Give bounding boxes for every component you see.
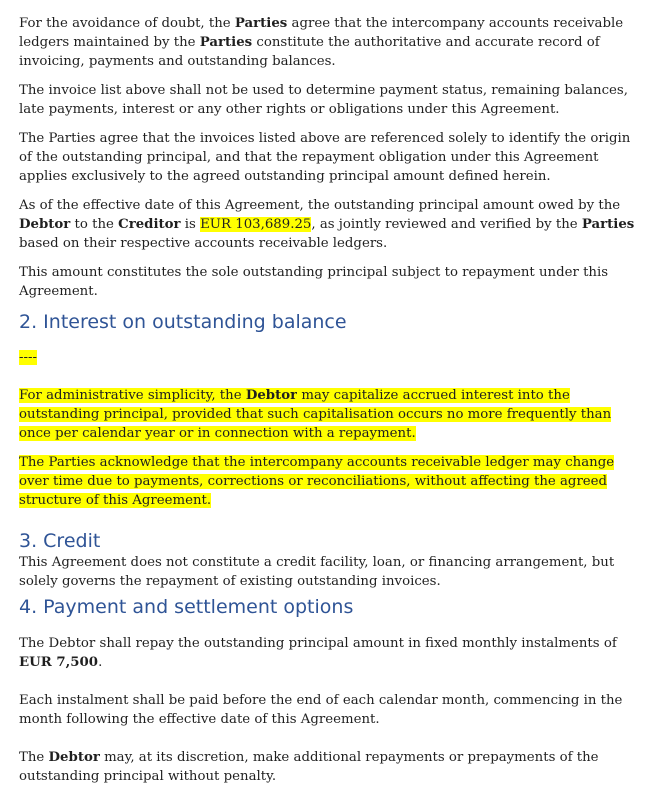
highlighted-text: The Parties acknowledge that the intercompany accounts receivable ledger may change over time due to payments, corrections or reconciliations, without affecting the agreed structure of this Agreement. bbox=[19, 455, 615, 508]
bold-term: Parties bbox=[581, 217, 635, 232]
paragraph-ledger-change bbox=[19, 453, 641, 510]
highlighted-placeholder: ---- bbox=[19, 350, 37, 365]
paragraph-prepayments bbox=[19, 748, 641, 786]
bold-term: Parties bbox=[199, 35, 253, 50]
paragraph-sole-principal: This amount constitutes the sole outstanding principal subject to repayment under this Agreement. bbox=[19, 265, 609, 299]
text-run: For the avoidance of doubt, the bbox=[19, 16, 235, 31]
bold-term: Creditor bbox=[118, 217, 181, 232]
highlighted-text: may capitalize accrued interest into the outstanding principal, provided that such capitalisation occurs no more frequently than once per calendar year or in connection with a repayment. bbox=[19, 388, 612, 441]
paragraph-invoice-list: The invoice list above shall not be used to determine payment status, remaining balances, late payments, interest or any other rights or obligations under this Agreement. bbox=[19, 83, 628, 117]
paragraph-invoice-reference: The Parties agree that the invoices listed above are referenced solely to identify the origin of the outstanding principal, and that the repayment obligation under this Agreement applies exclusively to the agreed outstanding principal amount defined herein. bbox=[19, 131, 631, 184]
text-run: . bbox=[98, 655, 103, 670]
bold-term: Debtor bbox=[245, 388, 298, 403]
bold-term: Debtor bbox=[48, 750, 100, 765]
paragraph-ledger-authority bbox=[19, 14, 641, 71]
text-run: is bbox=[180, 217, 201, 232]
paragraph-instalment-timing: Each instalment shall be paid before the end of each calendar month, commencing in the month following the effective date of this Agreement. bbox=[19, 693, 623, 727]
text-run: may, at its discretion, make additional repayments or prepayments of the outstanding principal without penalty. bbox=[19, 750, 599, 784]
text-run: constitute the authoritative and accurate record of invoicing, payments and outstanding balances. bbox=[19, 35, 600, 69]
bold-term: Parties bbox=[234, 16, 288, 31]
highlighted-amount: EUR 103,689.25 bbox=[200, 217, 312, 232]
text-run: agree that the intercompany accounts receivable ledgers maintained by the bbox=[19, 16, 624, 50]
section-heading-interest: 2. Interest on outstanding balance bbox=[19, 311, 347, 333]
text-run: , as jointly reviewed and verified by the bbox=[311, 217, 582, 232]
section-heading-credit: 3. Credit bbox=[19, 530, 101, 552]
highlighted-text: For administrative simplicity, the bbox=[19, 388, 246, 403]
text-run: The bbox=[19, 750, 49, 765]
paragraph-credit: This Agreement does not constitute a credit facility, loan, or financing arrangement, but solely governs the repayment of existing outstanding invoices. bbox=[19, 555, 615, 589]
bold-amount: EUR 7,500 bbox=[19, 655, 99, 670]
text-run: to the bbox=[70, 217, 119, 232]
text-run: based on their respective accounts receivable ledgers. bbox=[19, 236, 388, 251]
placeholder-line bbox=[19, 348, 641, 367]
paragraph-instalments bbox=[19, 634, 641, 672]
text-run: As of the effective date of this Agreement, the outstanding principal amount owed by the bbox=[19, 198, 621, 213]
section-heading-payment: 4. Payment and settlement options bbox=[19, 596, 354, 618]
text-run: The Debtor shall repay the outstanding principal amount in fixed monthly instalments of bbox=[19, 636, 617, 651]
bold-term: Debtor bbox=[19, 217, 71, 232]
paragraph-outstanding-amount bbox=[19, 196, 641, 253]
paragraph-capitalize-interest bbox=[19, 386, 641, 443]
